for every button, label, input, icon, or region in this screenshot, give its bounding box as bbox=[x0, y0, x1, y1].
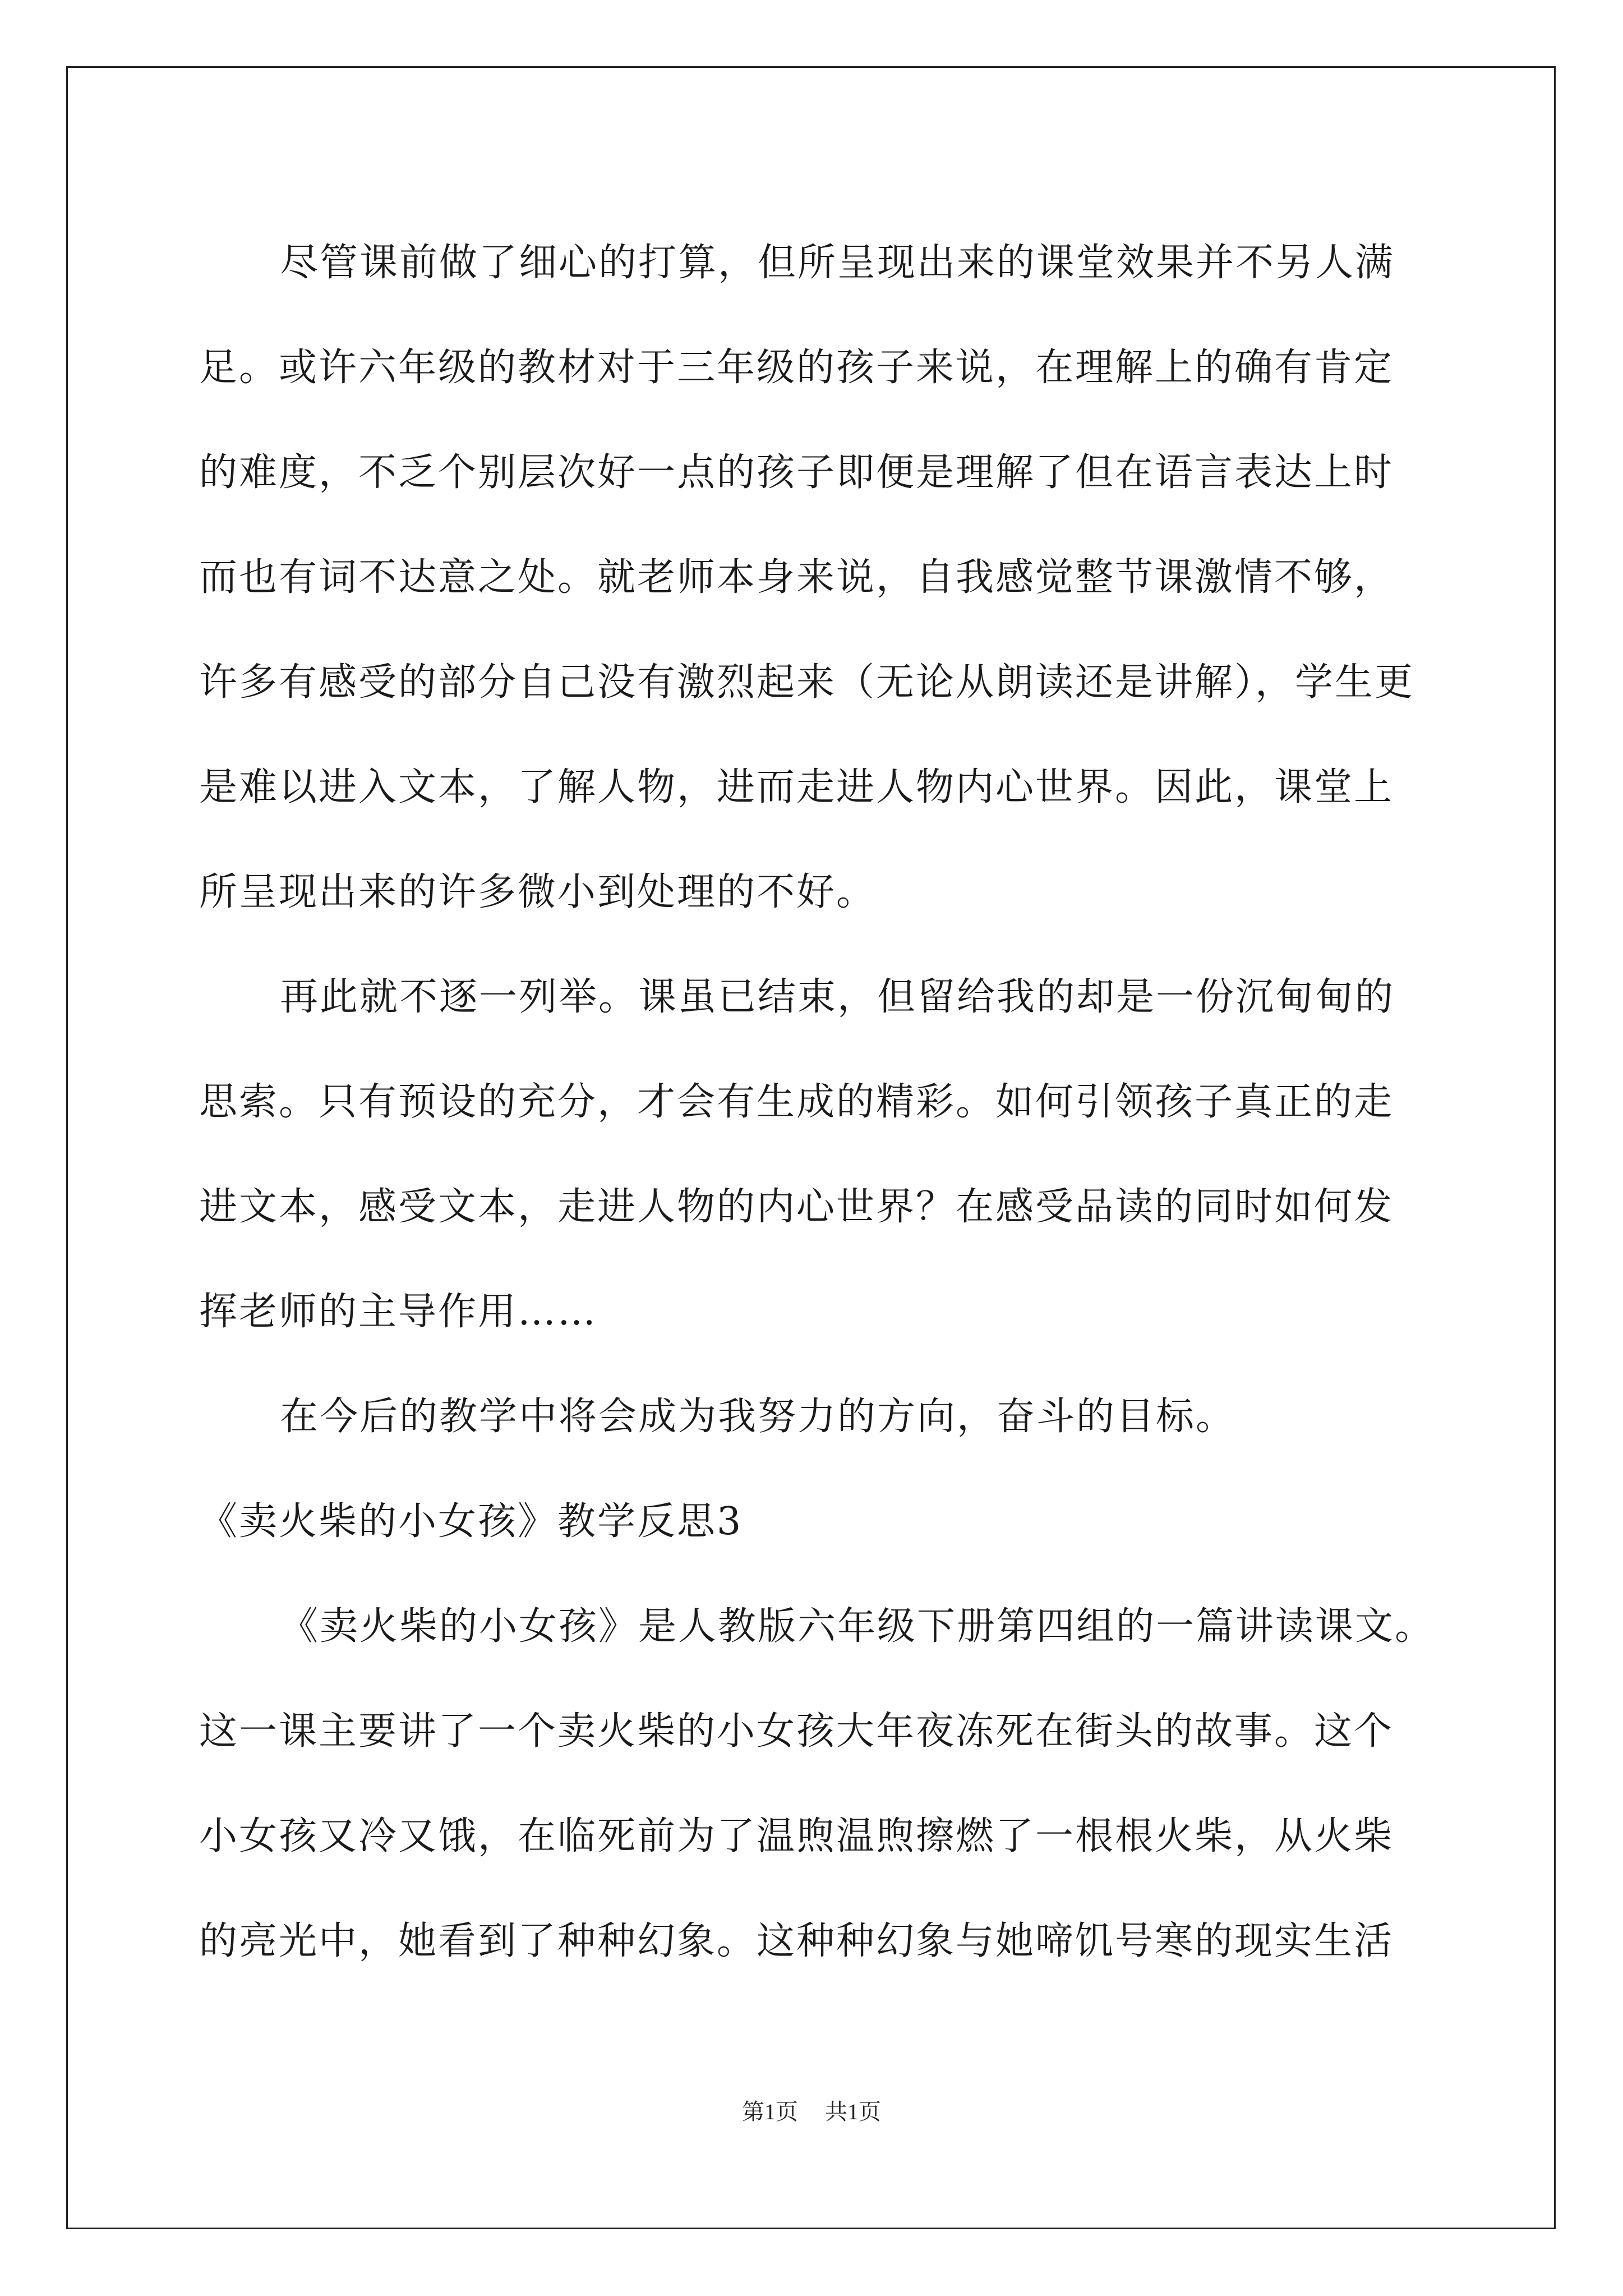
paragraph-4-line-4: 的亮光中，她看到了种种幻象。这种种幻象与她啼饥号寒的现实生活 bbox=[199, 1919, 1394, 1963]
document-body bbox=[199, 210, 1436, 1994]
paragraph-1-line-3: 的难度，不乏个别层次好一点的孩子即便是理解了但在语言表达上时 bbox=[199, 450, 1394, 495]
page-footer bbox=[0, 2095, 1623, 2129]
paragraph-3-line-1: 在今后的教学中将会成为我努力的方向，奋斗的目标。 bbox=[280, 1395, 1236, 1439]
page-number: 第1页 bbox=[742, 2099, 798, 2124]
paragraph-1-line-2: 足。或许六年级的教材对于三年级的孩子来说，在理解上的确有肯定 bbox=[199, 346, 1394, 390]
paragraph-1-line-7: 所呈现出来的许多微小到处理的不好。 bbox=[199, 870, 877, 914]
paragraph-1-line-5: 许多有感受的部分自己没有激烈起来（无论从朗读还是讲解），学生更 bbox=[199, 660, 1415, 705]
section-heading: 《卖火柴的小女孩》教学反思3 bbox=[199, 1499, 743, 1544]
paragraph-1-line-4: 而也有词不达意之处。就老师本身来说，自我感觉整节课激情不够， bbox=[199, 555, 1394, 600]
paragraph-2-line-3: 进文本，感受文本，走进人物的内心世界？在感受品读的同时如何发 bbox=[199, 1185, 1394, 1229]
paragraph-1-line-1: 尽管课前做了细心的打算，但所呈现出来的课堂效果并不另人满 bbox=[280, 241, 1395, 285]
paragraph-4-line-3: 小女孩又冷又饿，在临死前为了温煦温煦擦燃了一根根火柴，从火柴 bbox=[199, 1814, 1394, 1858]
paragraph-4-line-1: 《卖火柴的小女孩》是人教版六年级下册第四组的一篇讲读课文。 bbox=[280, 1604, 1435, 1649]
paragraph-1-line-6: 是难以进入文本，了解人物，进而走进人物内心世界。因此，课堂上 bbox=[199, 765, 1394, 809]
paragraph-2-line-4: 挥老师的主导作用…… bbox=[199, 1290, 598, 1334]
page-total: 共1页 bbox=[825, 2099, 881, 2124]
paragraph-4-line-2: 这一课主要讲了一个卖火柴的小女孩大年夜冻死在街头的故事。这个 bbox=[199, 1709, 1394, 1754]
paragraph-2-line-1: 再此就不逐一列举。课虽已结束，但留给我的却是一份沉甸甸的 bbox=[280, 975, 1395, 1019]
paragraph-2-line-2: 思索。只有预设的充分，才会有生成的精彩。如何引领孩子真正的走 bbox=[199, 1080, 1394, 1124]
